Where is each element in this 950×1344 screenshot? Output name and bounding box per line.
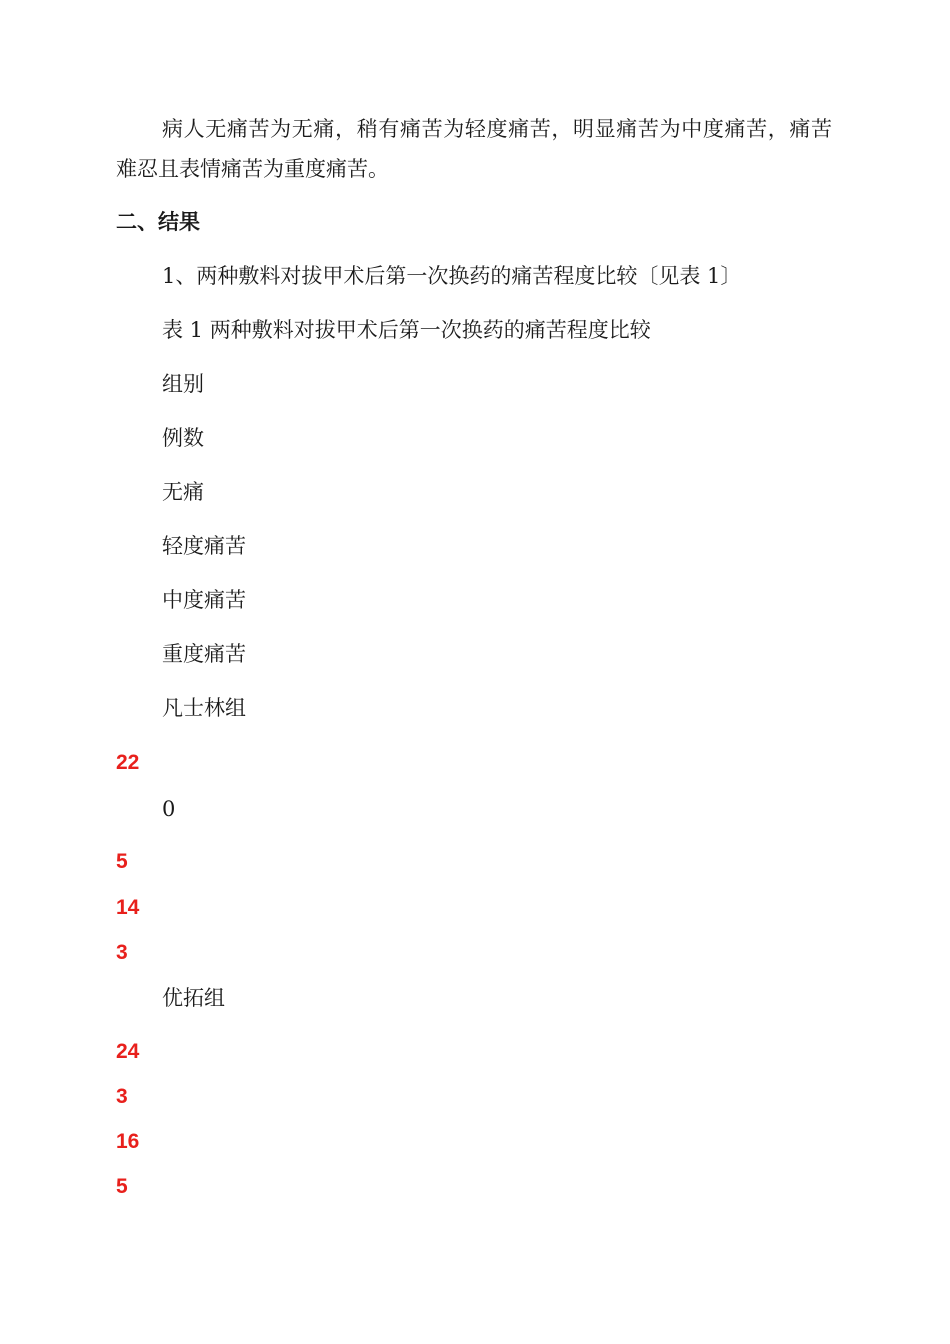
table-header-severe: 重度痛苦 (162, 642, 246, 666)
table-cell-cases: 24 (116, 1040, 140, 1063)
table-cell-group: 优拓组 (162, 986, 225, 1010)
table-cell-severe: 3 (116, 941, 128, 964)
table-cell-none: 0 (162, 797, 176, 821)
body-paragraph: 病人无痛苦为无痛，稍有痛苦为轻度痛苦，明显痛苦为中度痛苦，痛苦难忍且表情痛苦为重度痛苦。 (116, 117, 832, 181)
table-cell-none: 3 (116, 1085, 128, 1108)
table-cell-group: 凡士林组 (162, 696, 246, 720)
table-caption: 表 1 两种敷料对拔甲术后第一次换药的痛苦程度比较 (162, 318, 651, 342)
table-cell-cases: 22 (116, 751, 140, 774)
table-cell-mild: 5 (116, 850, 128, 873)
table-header-mild: 轻度痛苦 (162, 534, 246, 558)
table-cell-mild: 16 (116, 1130, 140, 1153)
table-cell-moderate: 5 (116, 1175, 128, 1198)
section-heading: 二、结果 (116, 210, 200, 234)
table-header-moderate: 中度痛苦 (162, 588, 246, 612)
table-cell-moderate: 14 (116, 896, 140, 919)
subsection-title: 1、两种敷料对拔甲术后第一次换药的痛苦程度比较〔见表 1〕 (162, 264, 742, 288)
table-header-cases: 例数 (162, 426, 204, 450)
table-header-none: 无痛 (162, 480, 204, 504)
table-header-group: 组别 (162, 372, 204, 396)
